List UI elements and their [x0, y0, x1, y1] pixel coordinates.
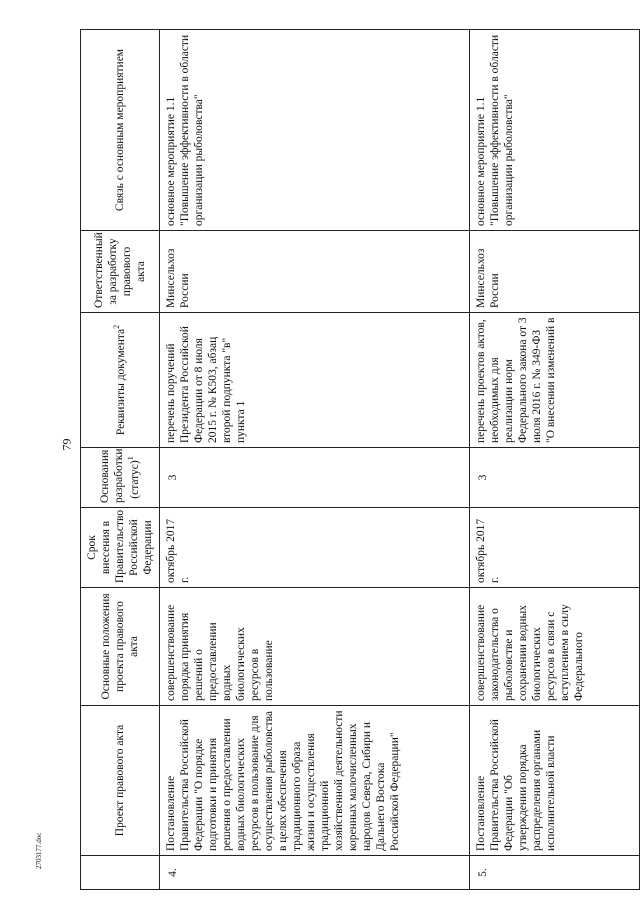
table-row	[470, 30, 640, 890]
rotated-table-frame	[80, 30, 630, 890]
row-project: Постановление Правительства Российской Федерации "О порядке подготовки и принятия решения о предоставлении водных биологических ресурсов в пользование для осуществления рыболовства в целях обеспечения традиционного образа жизни и осуществления традиционной хозяйственной деятельности коренных малочисленных народов Севера, Сибири и Дальнего Востока Российской Федерации"	[160, 706, 470, 856]
row-responsible: Минсельхоз России	[470, 231, 640, 313]
row-responsible: Минсельхоз России	[160, 231, 470, 313]
row-deadline: октябрь 2017 г.	[470, 508, 640, 588]
header-responsible: Ответственный за разработку правового акта	[81, 231, 160, 313]
row-provisions: совершенствование порядка принятия решений о предоставлении водных биологических ресурсов в пользование	[160, 588, 470, 706]
page-number: 79	[59, 438, 74, 451]
row-link: основное мероприятие 1.1 "Повышение эффективности в области организации рыболовства"	[160, 30, 470, 231]
row-deadline: октябрь 2017 г.	[160, 508, 470, 588]
row-basis: 3	[470, 448, 640, 508]
table-header-row	[81, 30, 160, 890]
footer-document-code: 2703177.doc	[35, 832, 43, 869]
header-link: Связь с основным мероприятием	[81, 30, 160, 231]
row-requisites: перечень проектов актов, необходимых для реализации норм Федерального закона от 3 июля 2016 г. № 349-ФЗ "О внесении изменений в	[470, 313, 640, 448]
legal-acts-table-container	[80, 30, 630, 890]
row-number: 4.	[160, 856, 470, 890]
row-project: Постановление Правительства Российской Федерации "Об утверждении порядка распределения органами исполнительной власти	[470, 706, 640, 856]
header-requisites: Реквизиты документа$^2$	[81, 313, 160, 448]
row-link: основное мероприятие 1.1 "Повышение эффективности в области организации рыболовства"	[470, 30, 640, 231]
header-number	[81, 856, 160, 890]
legal-acts-table	[80, 29, 640, 890]
row-basis: 3	[160, 448, 470, 508]
header-basis: Основания разработки (статус)$^1$	[81, 448, 160, 508]
table-row	[160, 30, 470, 890]
row-requisites: перечень поручений Президента Российской Федерации от 8 июля 2015 г. № К503, абзац второй подпункта "в" пункта 1	[160, 313, 470, 448]
row-number: 5.	[470, 856, 640, 890]
header-project: Проект правового акта	[81, 706, 160, 856]
header-provisions: Основные положения проекта правового акта	[81, 588, 160, 706]
header-deadline: Срок внесения в Правительство Российской Федерации	[81, 508, 160, 588]
row-provisions: совершенствование законодательства о рыболовстве и сохранении водных биологических ресурсов в связи с вступлением в силу Федерального	[470, 588, 640, 706]
